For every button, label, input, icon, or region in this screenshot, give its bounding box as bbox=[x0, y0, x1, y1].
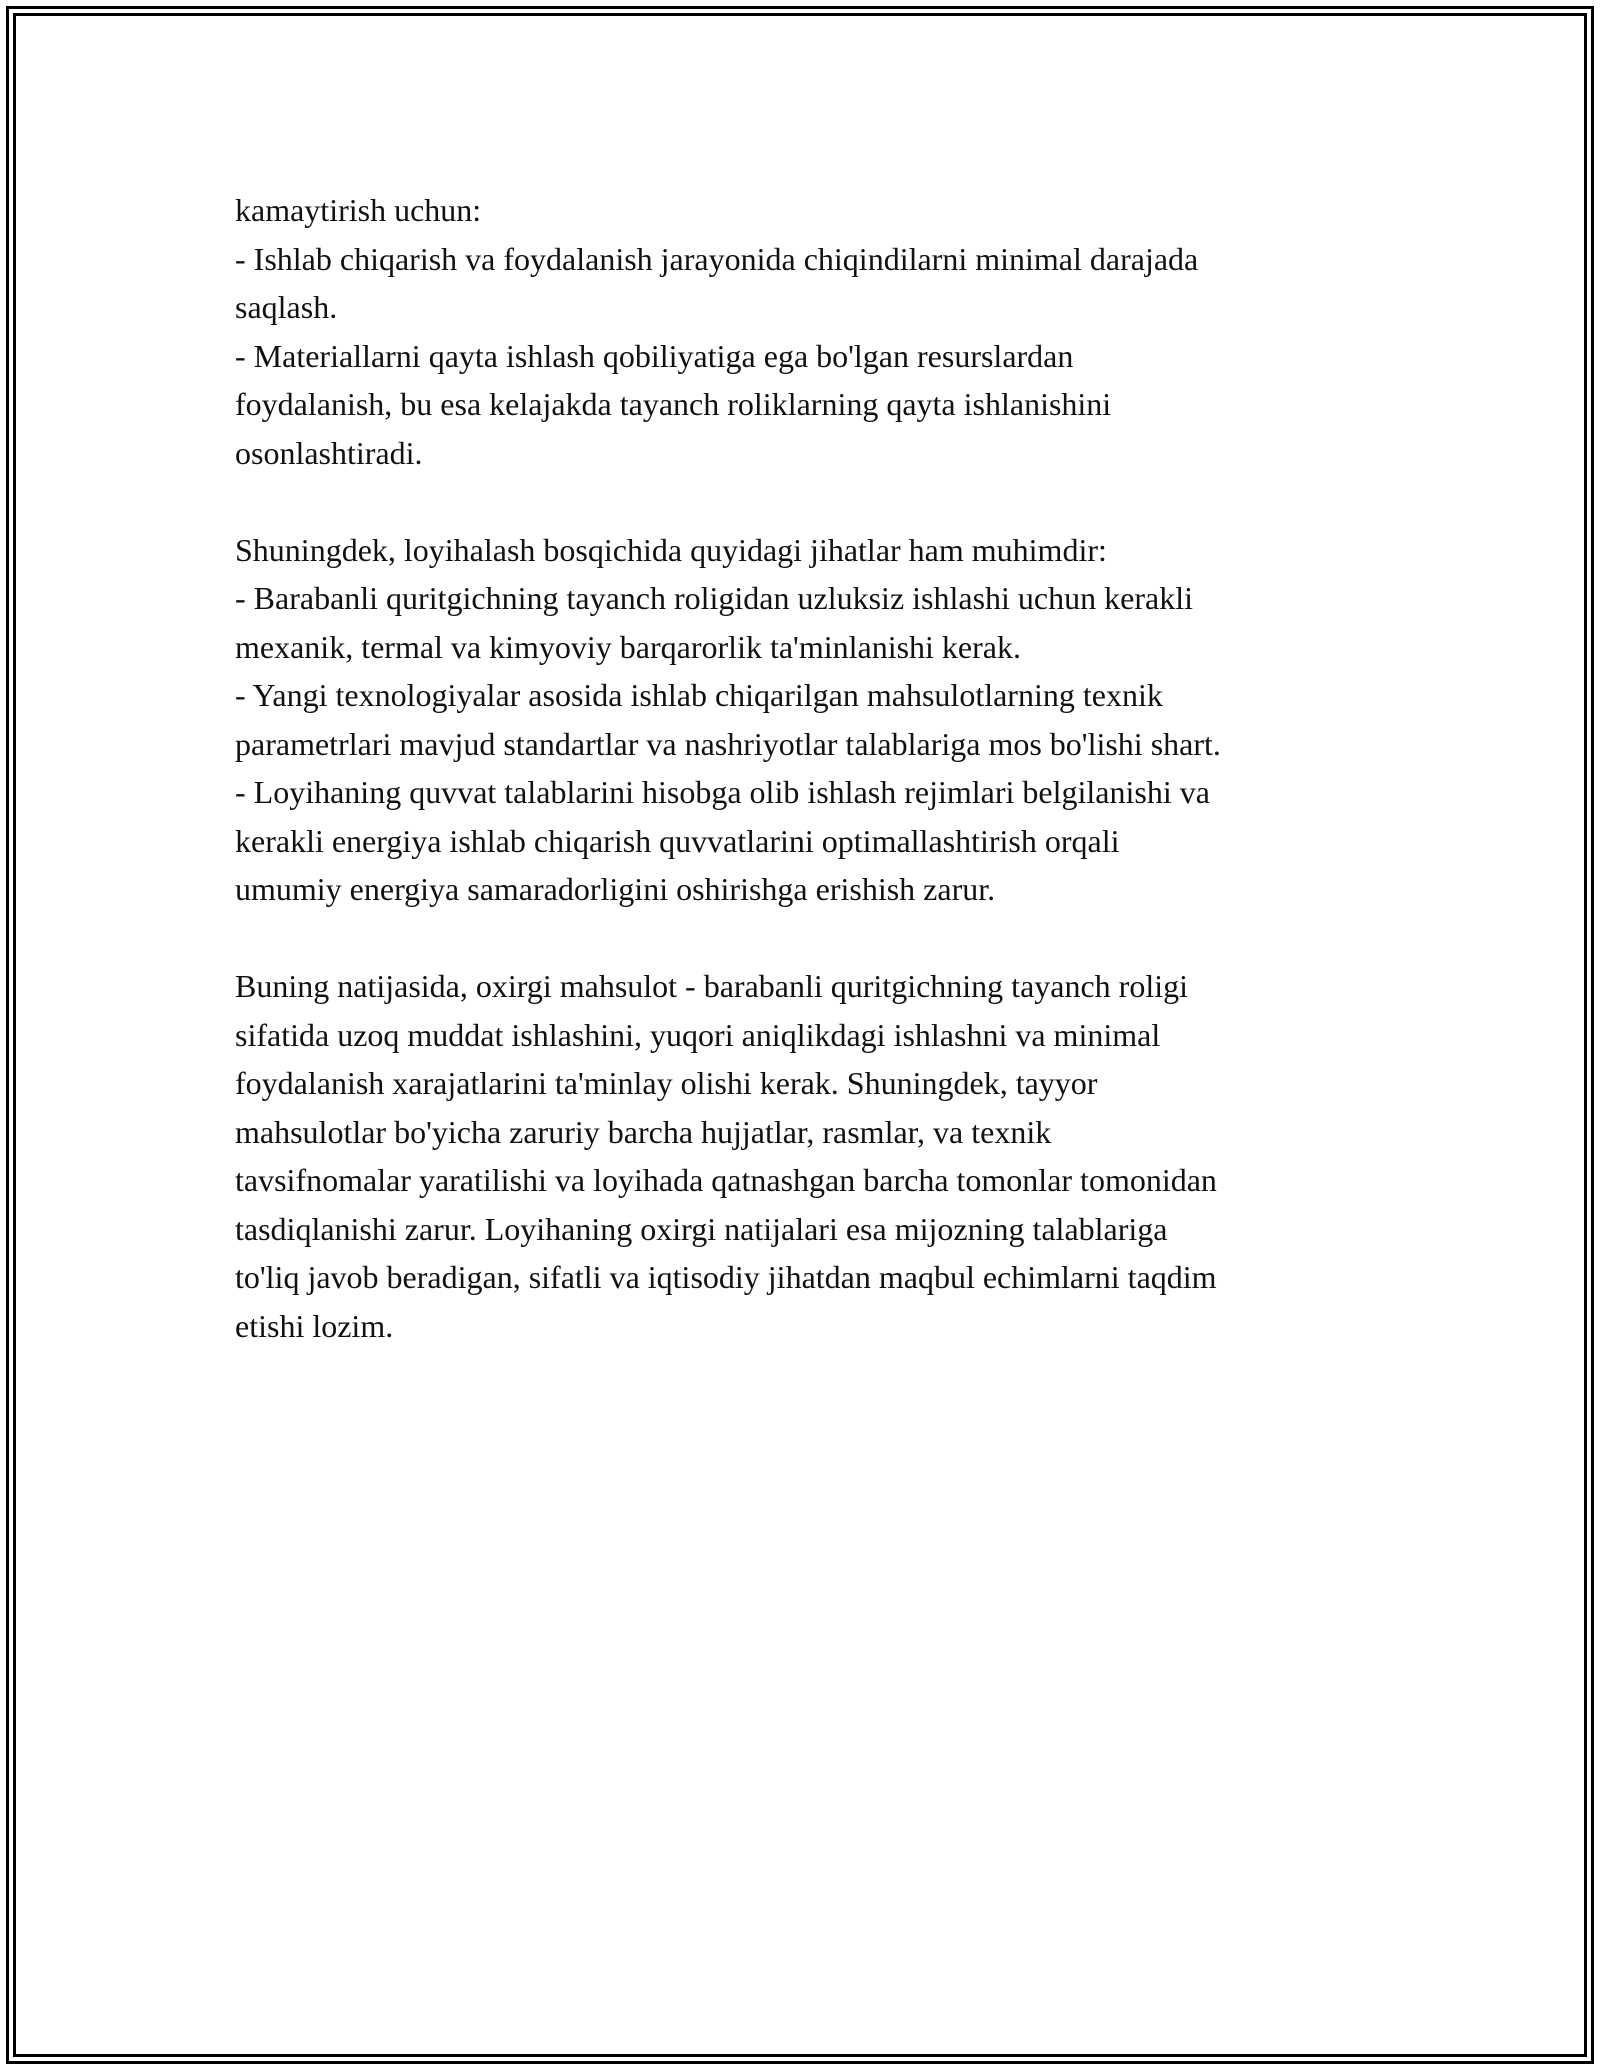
text-line: to'liq javob beradigan, sifatli va iqtisodiy jihatdan maqbul echimlarni taqdim bbox=[235, 1259, 1217, 1295]
text-line: saqlash. bbox=[235, 289, 338, 325]
text-line: parametrlari mavjud standartlar va nashriyotlar talablariga mos bo'lishi shart. bbox=[235, 725, 1221, 762]
text-line: osonlashtiradi. bbox=[235, 434, 423, 471]
text-line: - Barabanli quritgichning tayanch roligidan uzluksiz ishlashi uchun kerakli bbox=[235, 580, 1193, 616]
text-line: Shuningdek, loyihalash bosqichida quyidagi jihatlar ham muhimdir: bbox=[235, 531, 1107, 568]
text-line: foydalanish, bu esa kelajakda tayanch roliklarning qayta ishlanishini bbox=[235, 386, 1112, 422]
paragraph-gap bbox=[235, 914, 1375, 963]
text-line: foydalanish xarajatlarini ta'minlay olishi kerak. Shuningdek, tayyor bbox=[235, 1065, 1098, 1101]
text-line: tasdiqlanishi zarur. Loyihaning oxirgi natijalari esa mijozning talablariga bbox=[235, 1210, 1168, 1247]
paragraph-1 bbox=[235, 186, 1375, 477]
text-line: - Loyihaning quvvat talablarini hisobga olib ishlash rejimlari belgilanishi va bbox=[235, 774, 1210, 810]
text-line: kamaytirish uchun: bbox=[235, 192, 482, 228]
text-line: - Materiallarni qayta ishlash qobiliyatiga ega bo'lgan resurslardan bbox=[235, 337, 1074, 374]
document-body bbox=[235, 186, 1375, 1350]
text-line: kerakli energiya ishlab chiqarish quvvatlarini optimallashtirish orqali bbox=[235, 822, 1120, 859]
text-line: - Ishlab chiqarish va foydalanish jarayonida chiqindilarni minimal darajada bbox=[235, 240, 1199, 277]
text-line: etishi lozim. bbox=[235, 1307, 394, 1344]
text-line: umumiy energiya samaradorligini oshirishga erishish zarur. bbox=[235, 871, 996, 907]
text-line: mexanik, termal va kimyoviy barqarorlik ta'minlanishi kerak. bbox=[235, 628, 1021, 665]
paragraph-3 bbox=[235, 962, 1375, 1350]
text-line: Buning natijasida, oxirgi mahsulot - barabanli quritgichning tayanch roligi bbox=[235, 968, 1188, 1004]
paragraph-2 bbox=[235, 526, 1375, 914]
text-line: sifatida uzoq muddat ishlashini, yuqori aniqlikdagi ishlashni va minimal bbox=[235, 1016, 1161, 1053]
text-line: mahsulotlar bo'yicha zaruriy barcha hujjatlar, rasmlar, va texnik bbox=[235, 1113, 1052, 1150]
text-line: tavsifnomalar yaratilishi va loyihada qatnashgan barcha tomonlar tomonidan bbox=[235, 1162, 1217, 1198]
paragraph-gap bbox=[235, 477, 1375, 526]
text-line: - Yangi texnologiyalar asosida ishlab chiqarilgan mahsulotlarning texnik bbox=[235, 677, 1163, 713]
